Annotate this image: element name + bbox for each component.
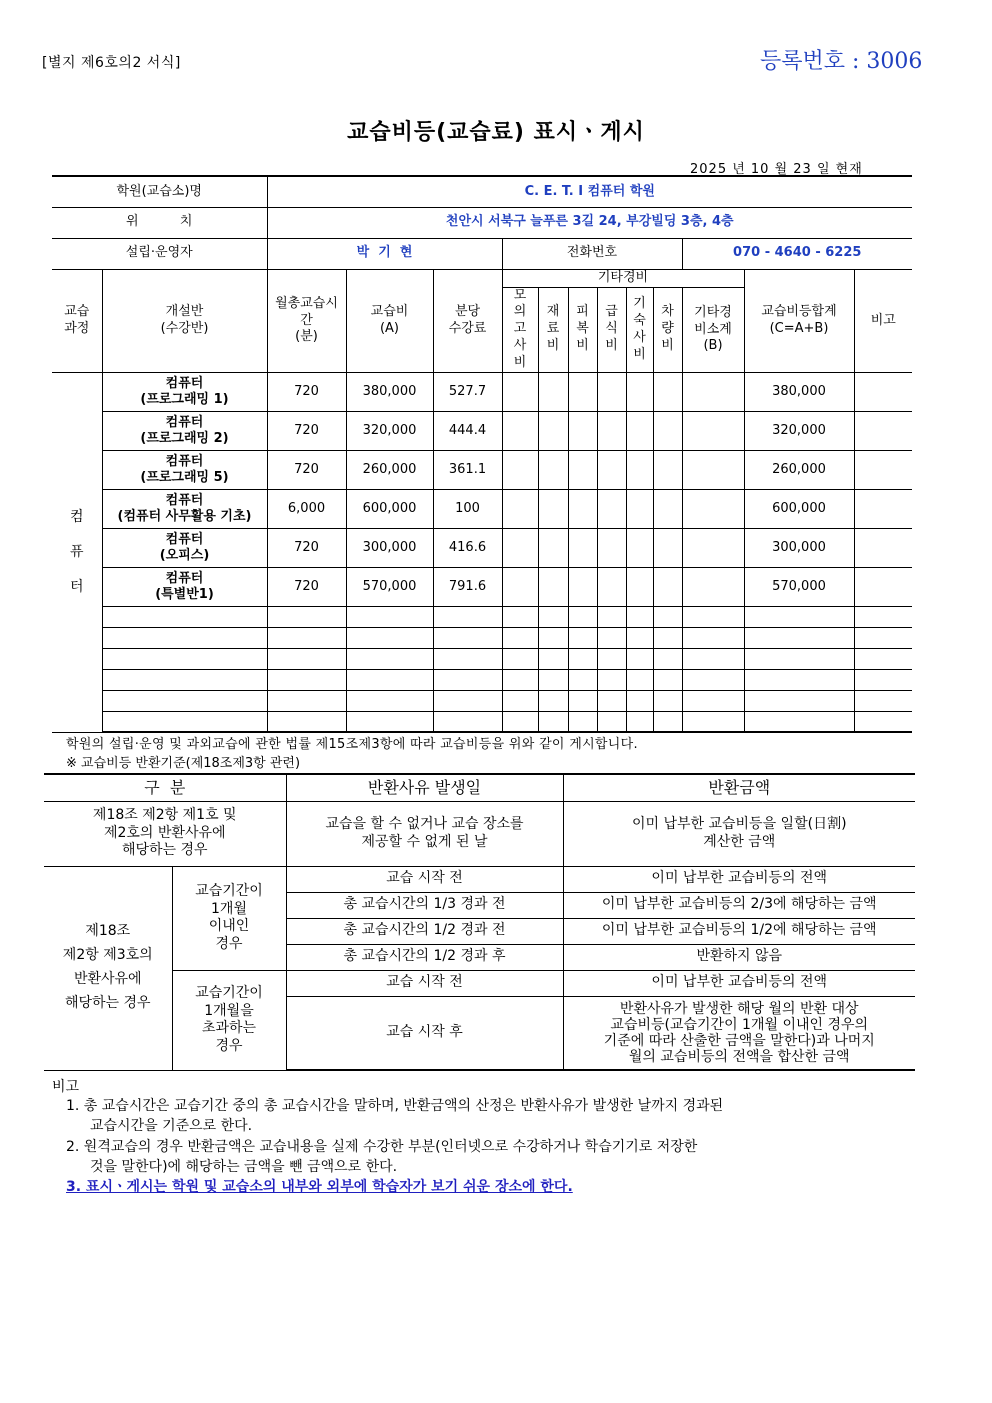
col-materials: 재 료 비 — [538, 287, 568, 372]
refund-amount: 반환사유가 발생한 해당 월의 반환 대상 교습비등(교습기간이 1개월 이내인 경우의 기준에 따라 산출한 금액을 말한다)과 나머지 월의 교습비등의 전액을 합산한 금액 — [563, 996, 915, 1070]
per-minute-cell: 791.6 — [433, 567, 502, 606]
refund-reason: 총 교습시간의 1/3 경과 전 — [286, 892, 563, 918]
academy-name-label: 학원(교습소)명 — [52, 176, 267, 207]
head-category: 구 분 — [44, 774, 286, 801]
total-cell: 600,000 — [744, 489, 854, 528]
refund-reason: 총 교습시간의 1/2 경과 후 — [286, 944, 563, 970]
tuition-cell: 260,000 — [346, 450, 433, 489]
total-cell: 260,000 — [744, 450, 854, 489]
class-name: 컴퓨터 (프로그래밍 1) — [102, 372, 267, 411]
registration-number: 등록번호 : 3006 — [760, 49, 923, 74]
class-name: 컴퓨터 (특별반1) — [102, 567, 267, 606]
col-course: 교습 과정 — [52, 269, 102, 372]
col-other-subtotal: 기타경 비소계 (B) — [682, 287, 744, 372]
notice-text: 학원의 설립·운영 및 과외교습에 관한 법률 제15조제3항에 따라 교습비등을 위와 같이 게시합니다. — [66, 737, 638, 752]
col-total: 교습비등합계 (C=A+B) — [744, 269, 854, 372]
head-reason: 반환사유 발생일 — [286, 774, 563, 801]
head-amount: 반환금액 — [563, 774, 915, 801]
table-row — [52, 606, 912, 627]
class-name: 컴퓨터 (컴퓨터 사무활용 기초) — [102, 489, 267, 528]
table-row — [52, 627, 912, 648]
tuition-cell: 300,000 — [346, 528, 433, 567]
per-minute-cell: 361.1 — [433, 450, 502, 489]
class-name: 컴퓨터 (오피스) — [102, 528, 267, 567]
remark-item-1: 1. 총 교습시간은 교습기간 중의 총 교습시간을 말하며, 반환금액의 산정은 반환사유가 발생한 날까지 경과된 — [66, 1098, 724, 1114]
table-row — [52, 528, 912, 567]
per-minute-cell: 100 — [433, 489, 502, 528]
per-minute-cell: 444.4 — [433, 411, 502, 450]
course-name: 컴 퓨 터 — [52, 372, 102, 732]
within-month-label: 교습기간이 1개월 이내인 경우 — [172, 866, 286, 970]
case2-category: 제18조 제2항 제3호의 반환사유에 해당하는 경우 — [44, 866, 172, 1070]
col-tuition: 교습비 (A) — [346, 269, 433, 372]
table-row — [52, 669, 912, 690]
refund-amount: 이미 납부한 교습비등의 전액 — [563, 970, 915, 996]
table-row — [52, 372, 912, 411]
tuition-cell: 570,000 — [346, 567, 433, 606]
total-cell: 320,000 — [744, 411, 854, 450]
refund-reason: 총 교습시간의 1/2 경과 전 — [286, 918, 563, 944]
col-per-minute: 분당 수강료 — [433, 269, 502, 372]
remarks-heading: 비고 — [52, 1079, 80, 1095]
remark-item-1-cont: 교습시간을 기준으로 한다. — [90, 1118, 253, 1135]
class-name: 컴퓨터 (프로그래밍 5) — [102, 450, 267, 489]
refund-reason: 교습 시작 후 — [286, 996, 563, 1070]
operator-value: 박 기 현 — [267, 238, 502, 269]
page-title: 교습비등(교습료) 표시ㆍ게시 — [347, 120, 645, 145]
minutes-cell: 720 — [267, 450, 346, 489]
remark-item-3: 3. 표시ㆍ게시는 학원 및 교습소의 내부와 외부에 학습자가 보기 쉬운 장소에 한다. — [66, 1179, 573, 1196]
minutes-cell: 720 — [267, 528, 346, 567]
phone-label: 전화번호 — [502, 238, 682, 269]
refund-amount: 이미 납부한 교습비등의 전액 — [563, 866, 915, 892]
minutes-cell: 720 — [267, 567, 346, 606]
refund-reason: 교습 시작 전 — [286, 866, 563, 892]
per-minute-cell: 416.6 — [433, 528, 502, 567]
col-uniform: 피 복 비 — [568, 287, 597, 372]
case1-reason: 교습을 할 수 없거나 교습 장소를 제공할 수 없게 된 날 — [286, 801, 563, 866]
tuition-cell: 320,000 — [346, 411, 433, 450]
table-row — [52, 648, 912, 669]
location-value: 천안시 서북구 늘푸른 3길 24, 부강빌딩 3층, 4층 — [267, 207, 912, 238]
date-stamp: 2025 년 10 월 23 일 현재 — [690, 162, 863, 177]
col-dormitory: 기 숙 사 비 — [626, 287, 653, 372]
refund-amount: 이미 납부한 교습비등의 2/3에 해당하는 금액 — [563, 892, 915, 918]
phone-value: 070 - 4640 - 6225 — [682, 238, 912, 269]
location-label: 위 치 — [52, 207, 267, 238]
table-row — [52, 567, 912, 606]
col-other-costs: 기타경비 — [502, 269, 744, 287]
col-remarks: 비고 — [854, 269, 912, 372]
refund-reason: 교습 시작 전 — [286, 970, 563, 996]
case1-category: 제18조 제2항 제1호 및 제2호의 반환사유에 해당하는 경우 — [44, 801, 286, 866]
minutes-cell: 720 — [267, 411, 346, 450]
form-number: [별지 제6호의2 서식] — [42, 55, 181, 71]
case1-amount: 이미 납부한 교습비등을 일할(日割) 계산한 금액 — [563, 801, 915, 866]
remark-item-2-cont: 것을 말한다)에 해당하는 금액을 뺀 금액으로 한다. — [90, 1158, 398, 1175]
operator-label: 설립·운영자 — [52, 238, 267, 269]
table-row — [52, 411, 912, 450]
refund-standard-title: ※ 교습비등 반환기준(제18조제3항 관련) — [66, 756, 301, 771]
per-minute-cell: 527.7 — [433, 372, 502, 411]
refund-amount: 반환하지 않음 — [563, 944, 915, 970]
over-month-label: 교습기간이 1개월을 초과하는 경우 — [172, 970, 286, 1070]
total-cell: 570,000 — [744, 567, 854, 606]
fee-table — [52, 175, 912, 733]
minutes-cell: 6,000 — [267, 489, 346, 528]
table-row — [52, 711, 912, 732]
table-row — [52, 489, 912, 528]
minutes-cell: 720 — [267, 372, 346, 411]
refund-amount: 이미 납부한 교습비등의 1/2에 해당하는 금액 — [563, 918, 915, 944]
col-meals: 급 식 비 — [597, 287, 626, 372]
col-monthly-minutes: 월총교습시 간 (분) — [267, 269, 346, 372]
total-cell: 380,000 — [744, 372, 854, 411]
class-name: 컴퓨터 (프로그래밍 2) — [102, 411, 267, 450]
col-mock-exam: 모 의 고 사 비 — [502, 287, 538, 372]
table-row — [52, 450, 912, 489]
table-row — [52, 690, 912, 711]
tuition-cell: 380,000 — [346, 372, 433, 411]
refund-table — [44, 773, 915, 1071]
remarks-list — [66, 1096, 926, 1197]
tuition-cell: 600,000 — [346, 489, 433, 528]
total-cell: 300,000 — [744, 528, 854, 567]
academy-name: C. E. T. I 컴퓨터 학원 — [267, 176, 912, 207]
remark-item-2: 2. 원격교습의 경우 반환금액은 교습내용을 실제 수강한 부분(인터넷으로 수강하거나 학습기기로 저장한 — [66, 1138, 698, 1155]
col-vehicle: 차 량 비 — [653, 287, 682, 372]
col-class: 개설반 (수강반) — [102, 269, 267, 372]
